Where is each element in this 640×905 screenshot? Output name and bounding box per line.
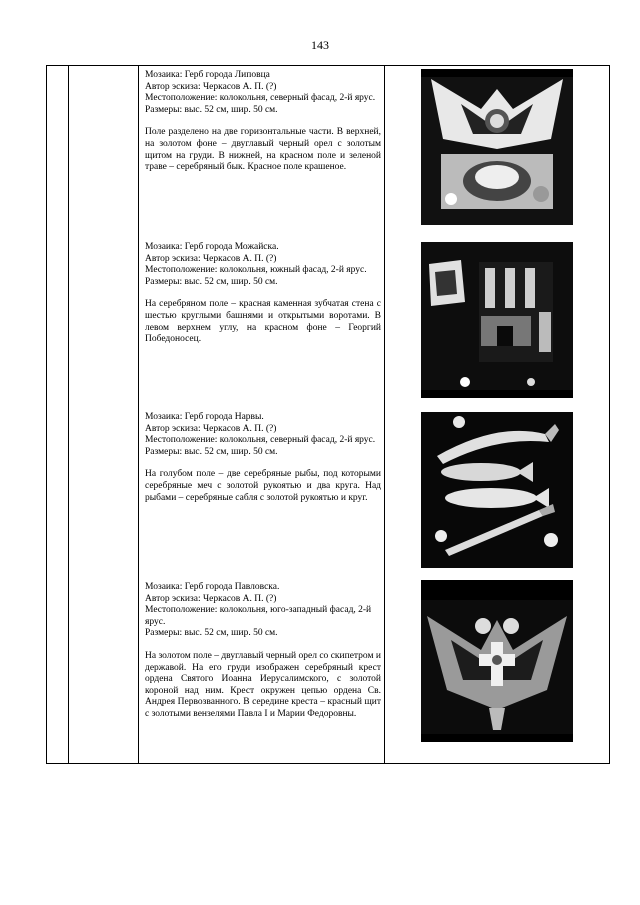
wall-with-towers-mosaic-image	[421, 242, 573, 398]
catalog-entry-pavlovsk	[145, 582, 381, 721]
entry-description: На серебряном поле – красная каменная зубчатая стена с шестью круглыми башнями и открытыми воротами. В левом верхнем углу, на красном фоне – Георгий Победоносец.	[145, 299, 381, 345]
entry-description: Поле разделено на две горизонтальные части. В верхней, на золотом фоне – двуглавый черный орел с золотым щитом на груди. В нижней, на красном поле и зеленой траве – серебряный бык. Красное поле крашеное.	[145, 127, 381, 173]
column-divider	[384, 66, 385, 763]
fish-sword-sabre-mosaic-image	[421, 412, 573, 568]
entry-location: Местоположение: колокольня, северный фасад, 2-й ярус.	[145, 435, 376, 446]
entry-location: Местоположение: колокольня, южный фасад, 2-й ярус.	[145, 265, 367, 276]
entry-description: На голубом поле – две серебряные рыбы, под которыми серебряные меч с золотой рукоятью и два круга. Над рыбами – серебряные сабля с золотой рукоятью и круг.	[145, 469, 381, 503]
entry-location: Местоположение: колокольня, юго-западный фасад, 2-й ярус.	[145, 605, 372, 627]
entry-title: Мозаика: Герб города Липовца	[145, 70, 270, 80]
column-divider	[68, 66, 69, 763]
entry-title: Мозаика: Герб города Нарвы.	[145, 412, 264, 422]
catalog-entry-mozhaisk	[145, 242, 381, 346]
entry-author: Автор эскиза: Черкасов А. П. (?)	[145, 253, 277, 264]
entry-author: Автор эскиза: Черкасов А. П. (?)	[145, 81, 277, 92]
catalog-table	[46, 65, 610, 764]
column-divider	[138, 66, 139, 763]
entry-size: Размеры: выс. 52 см, шир. 50 см.	[145, 628, 278, 639]
entry-author: Автор эскиза: Черкасов А. П. (?)	[145, 593, 277, 604]
entry-size: Размеры: выс. 52 см, шир. 50 см.	[145, 104, 278, 115]
entry-title: Мозаика: Герб города Можайска.	[145, 242, 279, 252]
eagle-with-cross-mosaic-image	[421, 580, 573, 742]
entry-size: Размеры: выс. 52 см, шир. 50 см.	[145, 446, 278, 457]
page-number: 143	[311, 38, 329, 52]
entry-description: На золотом поле – двуглавый черный орел со скипетром и державой. На его груди изображен серебряный крест ордена Святого Иоанна Иерусалимского, с золотой короной над ним. Крест окружен цепью ордена Св. Андрея Первозванного. В середине креста – красный щит с золотыми вензелями Павла I и Марии Федоровны.	[145, 650, 381, 719]
entry-author: Автор эскиза: Черкасов А. П. (?)	[145, 423, 277, 434]
eagle-and-bull-mosaic-image	[421, 69, 573, 225]
entry-location: Местоположение: колокольня, северный фасад, 2-й ярус.	[145, 93, 376, 104]
catalog-entry-lipovets	[145, 70, 381, 174]
entry-size: Размеры: выс. 52 см, шир. 50 см.	[145, 276, 278, 287]
catalog-entry-narva	[145, 412, 381, 504]
entry-title: Мозаика: Герб города Павловска.	[145, 582, 280, 592]
